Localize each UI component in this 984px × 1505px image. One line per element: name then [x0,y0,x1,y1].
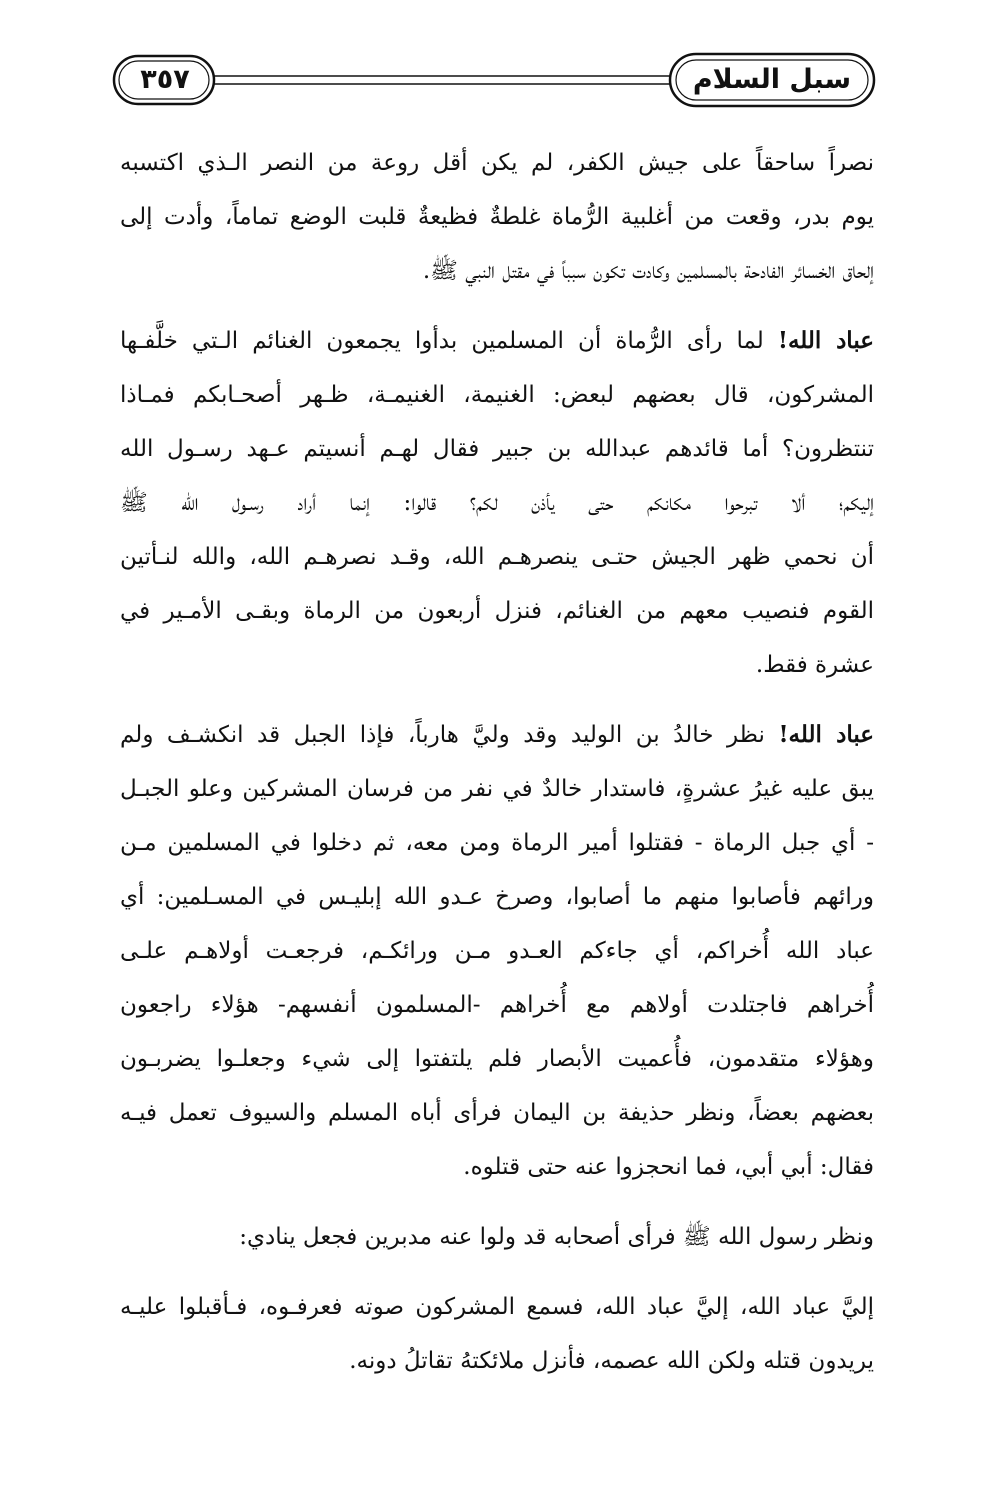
text-line: يوم بدر، وقعت من أغلبية الرُّماة غلطةٌ فظيعةٌ قلبت الوضع تماماً، وأدت إلى [120,204,874,230]
text-line: ورائهم فأصابوا منهم ما أصابوا، وصرخ عـدو الله إبليـس في المسـلمين: أي [120,884,874,910]
text-line: إليكم؛ ألا تبرحوا مكانكم حتى يأذن لكم؟ قالوا: إنما أراد رسـول الله ﷺ [120,490,874,516]
text-line: ونظر رسول الله ﷺ فرأى أصحابه قد ولوا عنه مدبرين فجعل ينادي: [239,1224,874,1250]
text-line: وهؤلاء متقدمون، فأُعميت الأبصار فلم يلتفتوا إلى شيء وجعلـوا يضربـون [120,1046,874,1072]
text-line: المشركون، قال بعضهم لبعض: الغنيمة، الغنيمـة، ظـهر أصحـابكم فمـاذا [120,382,874,408]
text-line: إلحاق الخسائر الفادحة بالمسلمين وكادت تكون سبباً في مقتل النبي ﷺ. [422,258,874,284]
address-lead: عباد الله! [777,327,874,354]
text-line: - أي جبل الرماة - فقتلوا أمير الرماة ومن معه، ثم دخلوا في المسلمين مـن [120,830,874,856]
text-line: يريدون قتله ولكن الله عصمه، فأنزل ملائكتهُ تقاتلُ دونه. [349,1348,874,1374]
paragraph-2 [120,314,874,692]
text-line-rest: لما رأى الرُّماة أن المسلمين بدأوا يجمعون الغنائم الـتي خلَّفـها [120,328,778,354]
address-lead: عباد الله! [778,721,874,748]
text-line-rest: نظر خالدُ بن الوليد وقد وليَّ هارباً، فإذا الجبل قد انكشـف ولم [120,722,779,748]
text-line: بعضهم بعضاً، ونظر حذيفة بن اليمان فرأى أباه المسلم والسيوف تعمل فيـه [120,1100,874,1126]
text-line: تنتظرون؟ أما قائدهم عبدالله بن جبير فقال لهـم أنسيتم عـهد رسـول الله [120,436,874,462]
page-number: ٣٥٧ [140,64,190,95]
paragraph-3 [120,708,874,1194]
text-line: يبق عليه غيرُ عشرةٍ، فاستدار خالدٌ في نفر من فرسان المشركين وعلو الجبـل [120,776,874,802]
text-line: أُخراهم فاجتلدت أولاهم مع أُخراهم -المسلمون أنفسهم- هؤلاء راجعون [120,992,874,1018]
text-line: فقال: أبي أبي، فما انحجزوا عنه حتى قتلوه. [463,1154,874,1180]
text-line: عباد الله أُخراكم، أي جاءكم العـدو مـن ورائكـم، فرجعـت أولاهـم علـى [120,938,874,964]
page-header [110,48,878,112]
text-line: القوم فنصيب معهم من الغنائم، فنزل أربعون من الرماة وبقـى الأمـير في [120,598,874,624]
text-line: إليَّ عباد الله، إليَّ عباد الله، فسمع المشركون صوته فعرفـوه، فـأقبلوا عليـه [120,1294,874,1320]
page-body [120,136,874,1404]
text-line: عشرة فقط. [755,652,874,678]
text-line: أن نحمي ظهر الجيش حتـى ينصرهـم الله، وقـد نصرهـم الله، والله لنـأتين [120,544,874,570]
paragraph-5 [120,1280,874,1388]
paragraph-4 [120,1210,874,1264]
text-line: نصراً ساحقاً على جيش الكفر، لم يكن أقل روعة من النصر الـذي اكتسبه [120,150,874,176]
paragraph-1 [120,136,874,298]
book-title: سبل السلام [692,64,852,95]
text-line [120,708,874,762]
text-line [120,314,874,368]
